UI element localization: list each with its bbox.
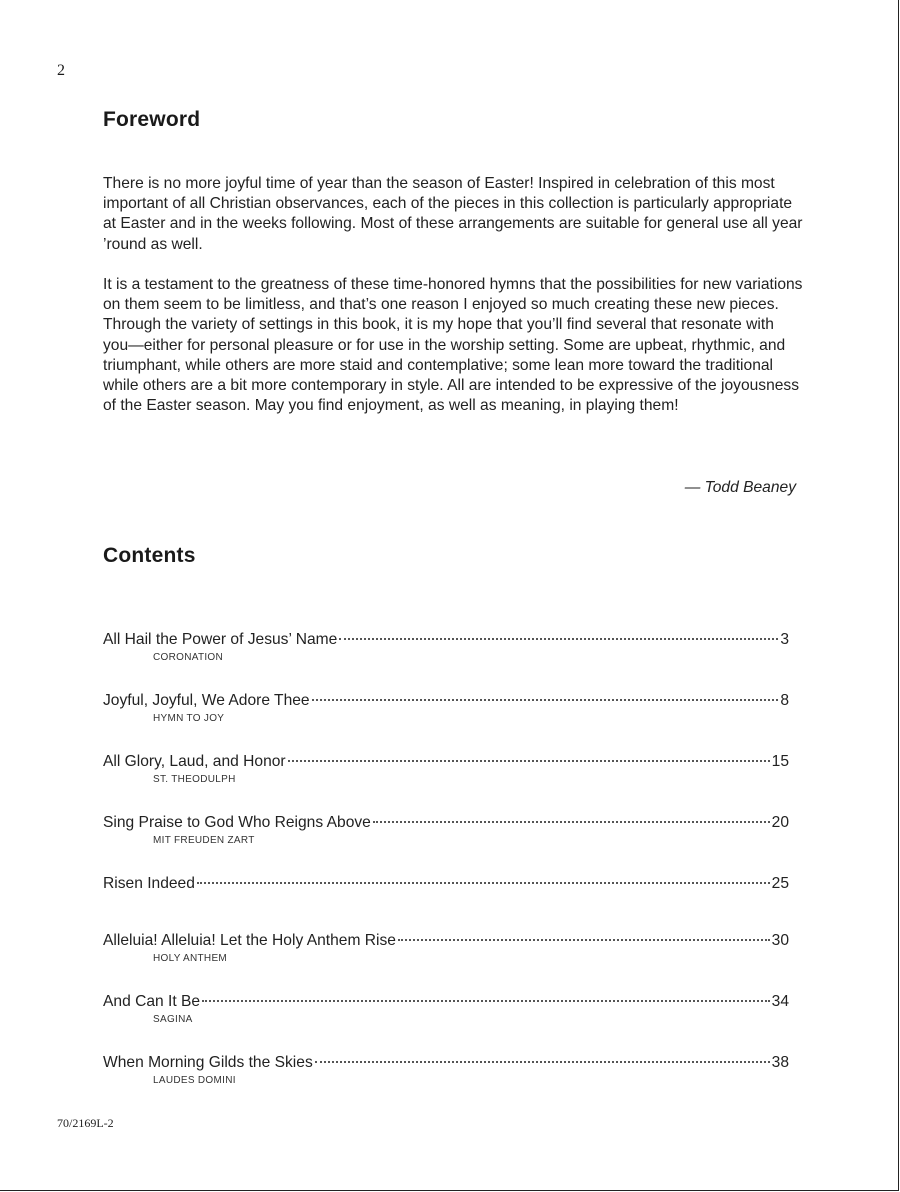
toc-entry-title: Sing Praise to God Who Reigns Above (103, 814, 371, 831)
toc-entry[interactable] (103, 691, 789, 724)
toc-entry-tune: MIT FREUDEN ZART (153, 835, 255, 846)
toc-leader-dots (202, 1000, 770, 1002)
toc-entry[interactable] (103, 1053, 789, 1086)
toc-entry-title: When Morning Gilds the Skies (103, 1054, 313, 1071)
toc-entry[interactable] (103, 931, 789, 964)
toc-entry[interactable] (103, 992, 789, 1025)
foreword-paragraph-1: There is no more joyful time of year than the season of Easter! Inspired in celebration of this most important of all Christian observances, each of the pieces in this collection is particularly appropriate at Easter and in the weeks following. Most of these arrangements are suitable for general use all year ’round as well. (103, 175, 803, 253)
toc-entry-tune: HOLY ANTHEM (153, 953, 228, 964)
toc-entry-page: 15 (771, 753, 789, 770)
toc-leader-dots (197, 882, 770, 884)
foreword-signature: — Todd Beaney (684, 479, 796, 496)
toc-entry-tune: LAUDES DOMINI (153, 1075, 236, 1086)
toc-leader-dots (315, 1061, 770, 1063)
toc-entry-tune: CORONATION (153, 652, 224, 663)
toc-entry-page: 38 (771, 1054, 789, 1071)
toc-entry[interactable] (103, 752, 789, 785)
toc-entry-page: 8 (780, 692, 789, 709)
toc-entry-title: All Hail the Power of Jesus’ Name (103, 631, 338, 648)
toc-leader-dots (398, 939, 770, 941)
toc-entry-page: 30 (771, 932, 789, 949)
toc-entry[interactable] (103, 874, 789, 894)
toc-entry-title: Joyful, Joyful, We Adore Thee (103, 692, 310, 709)
toc-entry-title: And Can It Be (103, 993, 201, 1010)
toc-entry-tune: HYMN TO JOY (153, 713, 225, 724)
toc-entry-tune: ST. THEODULPH (153, 774, 236, 785)
toc-entry-page: 34 (771, 993, 789, 1010)
toc-entry-tune: SAGINA (153, 1014, 193, 1025)
toc-entry[interactable] (103, 630, 789, 663)
page-number: 2 (57, 62, 65, 79)
toc-leader-dots (339, 638, 778, 640)
toc-entry-page: 20 (771, 814, 789, 831)
toc-entry-title: Risen Indeed (103, 875, 195, 892)
foreword-paragraph-2: It is a testament to the greatness of these time-honored hymns that the possibilities for new variations on them seem to be limitless, and that’s one reason I enjoyed so much creating these new pieces. Through the variety of settings in this book, it is my hope that you’ll find several that resonate with you—either for personal pleasure or for use in the worship setting. Some are upbeat, rhythmic, and triumphant, while others are more staid and contemplative; some lean more toward the traditional while others are a bit more contemporary in style. All are intended to be expressive of the joyousness of the Easter season. May you find enjoyment, as well as meaning, in playing them! (103, 276, 803, 415)
toc-entry-title: All Glory, Laud, and Honor (103, 753, 286, 770)
toc-entry-page: 25 (771, 875, 789, 892)
toc-entry-title: Alleluia! Alleluia! Let the Holy Anthem Rise (103, 932, 396, 949)
toc-entry-page: 3 (780, 631, 789, 648)
toc-leader-dots (288, 760, 770, 762)
contents-heading: Contents (103, 544, 196, 567)
toc-leader-dots (373, 821, 770, 823)
footer-catalog-code: 70/2169L-2 (57, 1116, 114, 1130)
toc-leader-dots (312, 699, 779, 701)
foreword-heading: Foreword (103, 108, 201, 131)
toc-entry[interactable] (103, 813, 789, 846)
